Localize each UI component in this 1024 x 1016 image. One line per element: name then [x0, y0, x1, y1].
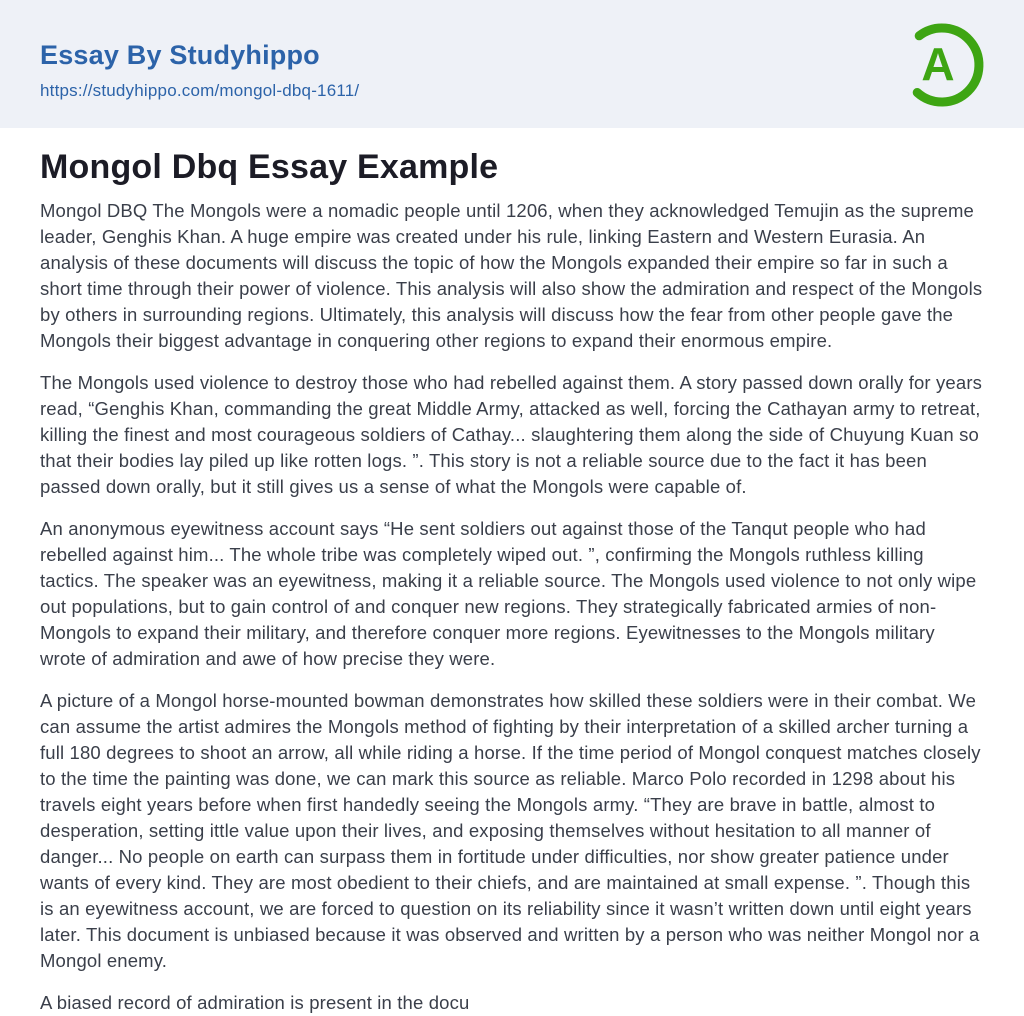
essay-paragraph-1: Mongol DBQ The Mongols were a nomadic people until 1206, when they acknowledged Temujin as the supreme leader, Genghis Khan. A huge empire was created under his rule, linking Eastern and Western Eurasia. An analysis of these documents will discuss the topic of how the Mongols expanded their empire so far in such a short time through their power of violence. This analysis will also show the admiration and respect of the Mongols by others in surrounding regions. Ultimately, this analysis will discuss how the fear from other people gave the Mongols their biggest advantage in conquering other regions to expand their enormous empire.: [40, 200, 983, 351]
essay-paragraph-4: A picture of a Mongol horse-mounted bowman demonstrates how skilled these soldiers were in their combat. We can assume the artist admires the Mongols method of fighting by their interpretation of a skilled archer turning a full 180 degrees to shoot an arrow, all while riding a horse. If the time period of Mongol conquest matches closely to the time the painting was done, we can mark this source as reliable. Marco Polo recorded in 1298 about his travels eight years before when first handedly seeing the Mongols army. “They are brave in battle, almost to desperation, setting ittle value upon their lives, and exposing themselves without hesitation to all manner of danger... No people on earth can surpass them in fortitude under difficulties, nor show greater patience under wants of every kind. They are most obedient to their chiefs, and are maintained at small expense. ”. Though this is an eyewitness account, we are forced to question on its reliability since it wasn’t written down until eight years later. This document is unbiased because it was observed and written by a person who was neither Mongol nor a Mongol enemy.: [40, 690, 981, 971]
essay-paragraph-3: An anonymous eyewitness account says “He sent soldiers out against those of the Tanqut people who had rebelled against him... The whole tribe was completely wiped out. ”, confirming the Mongols ruthless killing tactics. The speaker was an eyewitness, making it a reliable source. The Mongols used violence to not only wipe out populations, but to gain control of and conquer new regions. They strategically fabricated armies of non-Mongols to expand their military, and therefore conquer more regions. Eyewitnesses to the Mongols military wrote of admiration and awe of how precise they were.: [40, 518, 977, 669]
essay-title: Mongol Dbq Essay Example: [40, 148, 499, 186]
essay-content: [0, 147, 1024, 1016]
logo-letter: A: [921, 38, 955, 90]
studyhippo-logo-icon: [900, 23, 984, 107]
header-text-block: [40, 27, 359, 102]
essay-body: [40, 198, 984, 1016]
source-url-link[interactable]: https://studyhippo.com/mongol-dbq-1611/: [40, 81, 360, 101]
site-brand-title: Essay By Studyhippo: [40, 39, 320, 70]
essay-paragraph-5-truncated: A biased record of admiration is present in the docu: [40, 992, 470, 1013]
essay-paragraph-2: The Mongols used violence to destroy those who had rebelled against them. A story passed down orally for years read, “Genghis Khan, commanding the great Middle Army, attacked as well, forcing the Cathayan army to retreat, killing the finest and most courageous soldiers of Cathay... slaughtering them along the side of Chuyung Kuan so that their bodies lay piled up like rotten logs. ”. This story is not a reliable source due to the fact it has been passed down orally, but it still gives us a sense of what the Mongols were capable of.: [40, 372, 983, 497]
page-header: [0, 0, 1024, 128]
